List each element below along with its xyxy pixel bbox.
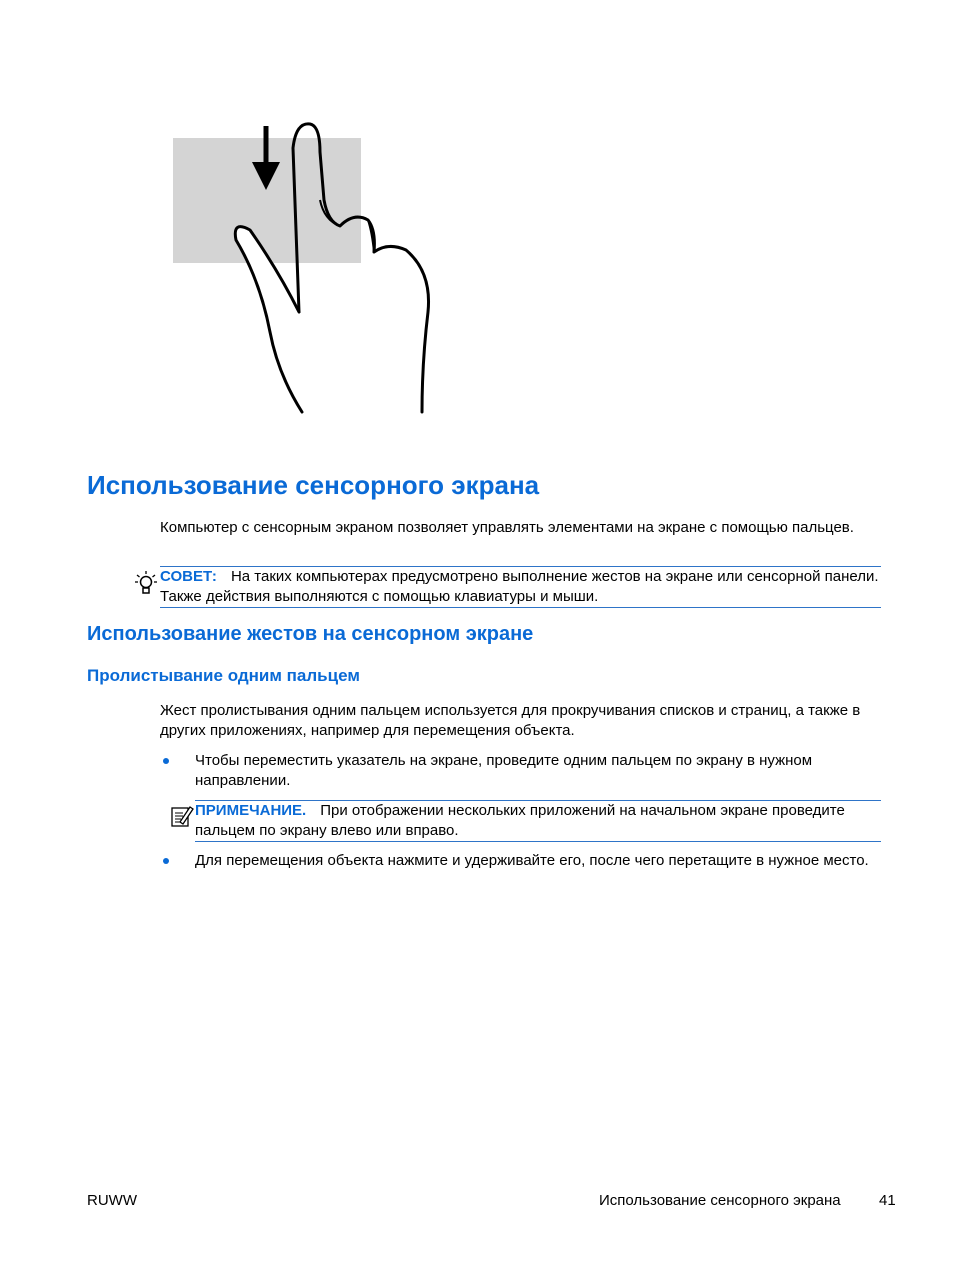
note-pencil-icon	[170, 804, 194, 828]
intro-paragraph: Компьютер с сенсорным экраном позволяет управлять элементами на экране с помощью пальцев.	[160, 519, 854, 536]
tip-box	[160, 566, 881, 608]
list-item: Для перемещения объекта нажмите и удерживайте его, после чего перетащите в нужное место.	[195, 852, 869, 869]
bullet-marker	[163, 858, 169, 864]
footer-section-title: Использование сенсорного экрана	[599, 1192, 841, 1209]
page-number: 41	[879, 1192, 896, 1209]
note-text: При отображении нескольких приложений на начальном экране проведите пальцем по экрану влево или вправо.	[195, 802, 845, 839]
tip-label: СОВЕТ:	[160, 568, 217, 585]
lightbulb-icon	[134, 570, 158, 598]
page-title: Использование сенсорного экрана	[87, 470, 540, 500]
list-item: Чтобы переместить указатель на экране, проведите одним пальцем по экрану в нужном направлении.	[195, 752, 813, 789]
subsection-paragraph: Жест пролистывания одним пальцем используется для прокручивания списков и страниц, а также в других приложениях, например для перемещения объекта.	[160, 702, 861, 739]
hand-swipe-down-illustration	[160, 112, 460, 422]
section-title: Использование жестов на сенсорном экране	[87, 623, 534, 645]
tip-text: На таких компьютерах предусмотрено выполнение жестов на экране или сенсорной панели. Также действия выполняются с помощью клавиатуры и мыши.	[160, 568, 879, 605]
note-label: ПРИМЕЧАНИЕ.	[195, 802, 307, 819]
note-box	[195, 800, 881, 842]
subsection-title: Пролистывание одним пальцем	[87, 666, 360, 685]
bullet-marker	[163, 758, 169, 764]
footer-left: RUWW	[87, 1192, 137, 1209]
